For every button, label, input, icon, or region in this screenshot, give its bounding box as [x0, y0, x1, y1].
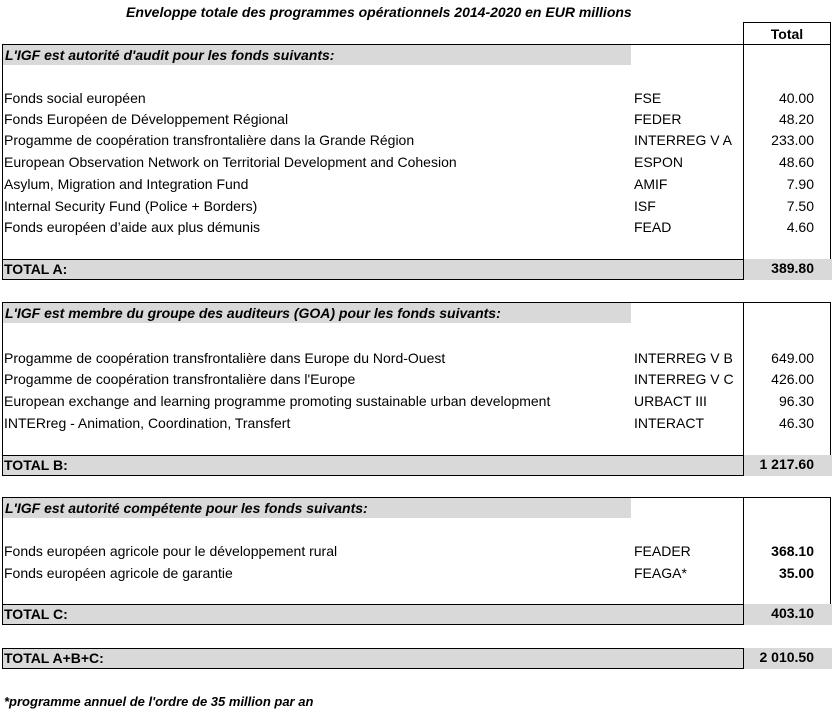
fund-value: 7.90 — [786, 176, 814, 192]
fund-code: FEDER — [634, 111, 682, 127]
total-value: 1 217.60 — [759, 456, 814, 472]
section-heading: L'IGF est autorité compétente pour les fonds suivants: — [3, 498, 631, 518]
fund-name: Fonds européen agricole de garantie — [4, 565, 233, 581]
fund-value: 426.00 — [771, 371, 814, 387]
table-row — [3, 391, 832, 412]
fund-code: INTERACT — [634, 415, 704, 431]
table-row — [3, 413, 832, 434]
table-row — [3, 217, 832, 238]
fund-code: INTERREG V C — [634, 371, 734, 387]
fund-name: Progamme de coopération transfrontalière dans l'Europe — [4, 371, 356, 387]
table-row — [3, 88, 832, 109]
grand-total-row — [2, 648, 831, 669]
total-label: TOTAL A: — [4, 261, 68, 277]
fund-value: 48.20 — [778, 111, 814, 127]
footnote: *programme annuel de l'ordre de 35 million par an — [4, 694, 314, 709]
grand-total-cell — [743, 648, 832, 669]
fund-code: URBACT III — [634, 393, 707, 409]
fund-name: European exchange and learning programme promoting sustainable urban development — [4, 393, 551, 409]
fund-code: ESPON — [634, 154, 684, 170]
fund-code: FEAGA* — [634, 565, 687, 581]
fund-value: 368.10 — [771, 543, 814, 559]
section-a — [2, 44, 831, 260]
fund-name: Fonds social européen — [4, 90, 146, 106]
fund-value: 7.50 — [786, 198, 814, 214]
fund-name: Internal Security Fund (Police + Borders) — [4, 198, 258, 214]
grand-total-value: 2 010.50 — [759, 649, 814, 665]
table-row — [3, 109, 832, 130]
fund-name: Fonds européen agricole pour le développement rural — [4, 543, 338, 559]
total-cell — [743, 259, 832, 280]
section-c — [2, 497, 831, 605]
total-label: TOTAL B: — [4, 457, 68, 473]
table-row — [3, 369, 832, 390]
fund-code: FEADER — [634, 543, 691, 559]
total-column-header: Total — [743, 22, 831, 44]
fund-code: ISF — [634, 198, 656, 214]
fund-value: 48.60 — [778, 154, 814, 170]
fund-name: Fonds Européen de Développement Régional — [4, 111, 289, 127]
total-label: TOTAL C: — [4, 606, 68, 622]
fund-value: 4.60 — [786, 219, 814, 235]
table-row — [3, 563, 832, 584]
fund-code: INTERREG V B — [634, 350, 733, 366]
total-c-row — [2, 604, 831, 625]
fund-name: Progamme de coopération transfrontalière dans Europe du Nord-Ouest — [4, 350, 446, 366]
fund-code: FEAD — [634, 219, 672, 235]
total-value: 389.80 — [771, 260, 814, 276]
fund-value: 96.30 — [778, 393, 814, 409]
fund-value: 46.30 — [778, 415, 814, 431]
table-row — [3, 174, 832, 195]
fund-value: 35.00 — [778, 565, 814, 581]
fund-code: FSE — [634, 90, 662, 106]
fund-code: AMIF — [634, 176, 668, 192]
fund-name: European Observation Network on Territorial Development and Cohesion — [4, 154, 457, 170]
fund-name: INTERreg - Animation, Coordination, Transfert — [4, 415, 291, 431]
total-cell — [743, 455, 832, 476]
table-row — [3, 196, 832, 217]
section-heading: L'IGF est autorité d'audit pour les fonds suivants: — [3, 45, 631, 65]
fund-name: Asylum, Migration and Integration Fund — [4, 176, 249, 192]
fund-name: Progamme de coopération transfrontalière dans la Grande Région — [4, 132, 415, 148]
table-row — [3, 541, 832, 562]
page-title: Enveloppe totale des programmes opérationnels 2014-2020 en EUR millions — [126, 4, 632, 20]
grand-total-label: TOTAL A+B+C: — [4, 650, 104, 666]
fund-value: 233.00 — [771, 132, 814, 148]
total-value: 403.10 — [771, 605, 814, 621]
table-row — [3, 152, 832, 173]
total-cell — [743, 604, 832, 625]
table-row — [3, 130, 832, 151]
table-row — [3, 348, 832, 369]
fund-code: INTERREG V A — [634, 132, 733, 148]
section-heading: L'IGF est membre du groupe des auditeurs (GOA) pour les fonds suivants: — [3, 303, 631, 323]
fund-value: 40.00 — [778, 90, 814, 106]
total-b-row — [2, 455, 831, 476]
section-b — [2, 302, 831, 456]
fund-value: 649.00 — [771, 350, 814, 366]
fund-name: Fonds européen d’aide aux plus démunis — [4, 219, 261, 235]
total-a-row — [2, 259, 831, 280]
